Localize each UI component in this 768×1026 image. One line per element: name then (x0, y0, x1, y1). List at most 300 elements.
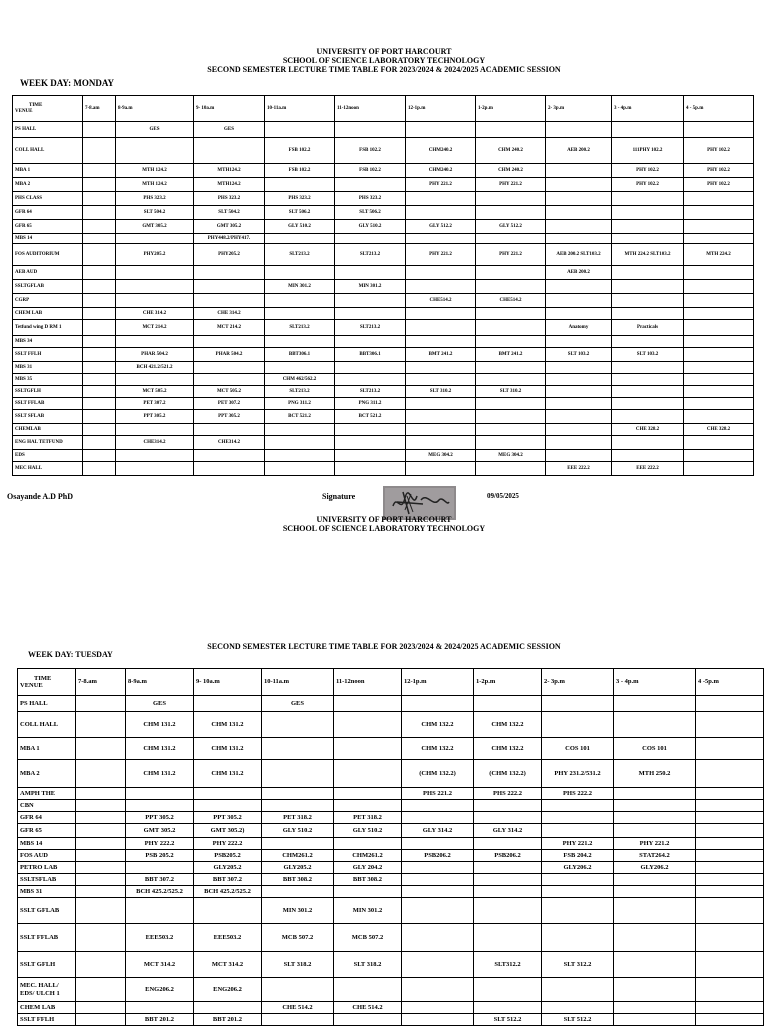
course-cell: CHM 131.2 (126, 712, 194, 738)
course-cell: PSB205.2 (194, 850, 262, 862)
course-cell: 111PHY 102.2 (612, 138, 684, 164)
course-cell (406, 462, 476, 476)
course-cell (406, 336, 476, 348)
course-cell: CHM 131.2 (194, 760, 262, 788)
venue-cell: CGRP (13, 294, 83, 308)
course-cell: PHY 102.2 (684, 178, 754, 192)
course-cell: PET 307.2 (194, 398, 265, 410)
venue-cell: MBA 2 (18, 760, 76, 788)
course-cell: PHY 102.2 (684, 138, 754, 164)
course-cell (334, 886, 402, 898)
course-cell: MCT 505.2 (194, 386, 265, 398)
venue-cell: Tetfund wing D RM 1 (13, 320, 83, 336)
course-cell (116, 138, 194, 164)
university-title-2: UNIVERSITY OF PORT HARCOURT (316, 515, 452, 524)
course-cell: BCH 421.2/521.2 (116, 362, 194, 374)
course-cell: CHM 131.2 (194, 738, 262, 760)
course-cell (83, 386, 116, 398)
table-row (18, 886, 764, 898)
course-cell: CHM 240.2 (476, 164, 546, 178)
table-row (18, 812, 764, 824)
course-cell: PPT 305.2 (116, 410, 194, 424)
course-cell (406, 192, 476, 206)
course-cell (83, 462, 116, 476)
course-cell: SLT213.2 (265, 386, 335, 398)
course-cell: PHY 221.2 (406, 178, 476, 192)
course-cell: MCT 314.2 (126, 952, 194, 978)
course-cell (116, 266, 194, 280)
course-cell (335, 450, 406, 462)
course-cell (76, 886, 126, 898)
course-cell: SLT 506.2 (265, 206, 335, 220)
course-cell: (CHM 132.2) (474, 760, 542, 788)
course-cell (542, 800, 614, 812)
venue-cell: MEC HALL (13, 462, 83, 476)
table-row (18, 800, 764, 812)
venue-cell: MBS 34 (13, 336, 83, 348)
course-cell (265, 362, 335, 374)
venue-cell: CBN (18, 800, 76, 812)
table-row (18, 874, 764, 886)
course-cell: PET 318.2 (334, 812, 402, 824)
course-cell (265, 122, 335, 138)
venue-cell: MBS 14 (18, 838, 76, 850)
course-cell (83, 294, 116, 308)
venue-cell: EDS (13, 450, 83, 462)
course-cell: GLY 510.2 (265, 220, 335, 234)
course-cell: COS 101 (614, 738, 696, 760)
course-cell (696, 862, 764, 874)
time-slot-header: 11-12noon (334, 669, 402, 696)
course-cell: BBT 307.2 (194, 874, 262, 886)
course-cell (684, 336, 754, 348)
course-cell: GLY206.2 (614, 862, 696, 874)
course-cell (612, 450, 684, 462)
time-venue-corner (13, 96, 83, 122)
course-cell (614, 886, 696, 898)
course-cell: BBT 201.2 (194, 1014, 262, 1026)
table-row (18, 952, 764, 978)
course-cell (76, 898, 126, 924)
course-cell (476, 234, 546, 244)
course-cell (83, 362, 116, 374)
course-cell: Anatomy (546, 320, 612, 336)
course-cell (402, 924, 474, 952)
course-cell (546, 450, 612, 462)
course-cell (696, 800, 764, 812)
course-cell (83, 410, 116, 424)
course-cell: GMT 305.2 (194, 220, 265, 234)
table-row (18, 712, 764, 738)
table-row (18, 898, 764, 924)
course-cell (546, 220, 612, 234)
course-cell: SLT 504.2 (116, 206, 194, 220)
table-row (18, 924, 764, 952)
course-cell: PHY205.2 (116, 244, 194, 266)
course-cell (612, 192, 684, 206)
course-cell: PHS 323.2 (194, 192, 265, 206)
course-cell (614, 952, 696, 978)
course-cell (83, 336, 116, 348)
signature-date: 09/05/2025 (487, 492, 519, 500)
course-cell (76, 978, 126, 1002)
course-cell: SLT213.2 (265, 244, 335, 266)
course-cell (612, 336, 684, 348)
course-cell (194, 462, 265, 476)
course-cell: SLT 506.2 (335, 206, 406, 220)
time-slot-header: 4 - 5p.m (684, 96, 754, 122)
course-cell (194, 788, 262, 800)
venue-cell: PS HALL (13, 122, 83, 138)
course-cell (402, 696, 474, 712)
course-cell (335, 336, 406, 348)
course-cell (474, 1002, 542, 1014)
course-cell: MTH 250.2 (614, 760, 696, 788)
course-cell: PHY 222.2 (194, 838, 262, 850)
course-cell (406, 362, 476, 374)
course-cell (335, 374, 406, 386)
course-cell: BCH 425.2/525.2 (126, 886, 194, 898)
course-cell (83, 348, 116, 362)
course-cell: BBT 308.2 (262, 874, 334, 886)
course-cell (546, 192, 612, 206)
course-cell (83, 138, 116, 164)
course-cell (542, 886, 614, 898)
signatory-name: Osayande A.D PhD (7, 492, 74, 501)
course-cell (474, 812, 542, 824)
course-cell (476, 410, 546, 424)
time-slot-header: 3 - 4p.m (614, 669, 696, 696)
course-cell: FSB 204.2 (542, 850, 614, 862)
course-cell: GLY205.2 (262, 862, 334, 874)
course-cell: SLT 318.2 (262, 952, 334, 978)
course-cell (194, 266, 265, 280)
course-cell (335, 424, 406, 436)
course-cell (406, 410, 476, 424)
course-cell: SLT312.2 (474, 952, 542, 978)
venue-cell: PHS CLASS (13, 192, 83, 206)
time-slot-header: 10-11a.m (262, 669, 334, 696)
course-cell (265, 424, 335, 436)
course-cell: BBT 201.2 (126, 1014, 194, 1026)
course-cell (476, 280, 546, 294)
venue-cell: FOS AUDITORIUM (13, 244, 83, 266)
course-cell (76, 924, 126, 952)
course-cell (542, 924, 614, 952)
venue-cell: GFR 65 (13, 220, 83, 234)
table-row (13, 386, 754, 398)
course-cell (612, 362, 684, 374)
course-cell: PSB206.2 (474, 850, 542, 862)
course-cell (334, 760, 402, 788)
course-cell (83, 424, 116, 436)
course-cell (76, 788, 126, 800)
course-cell (406, 308, 476, 320)
time-slot-header: 2- 3p.m (542, 669, 614, 696)
course-cell: MCT 505.2 (116, 386, 194, 398)
course-cell: PHY 221.2 (406, 244, 476, 266)
course-cell: STAT264.2 (614, 850, 696, 862)
venue-cell: GFR 64 (13, 206, 83, 220)
course-cell (76, 696, 126, 712)
course-cell: EEE 222.2 (612, 462, 684, 476)
course-cell: GLY 314.2 (474, 824, 542, 838)
course-cell: PSB206.2 (402, 850, 474, 862)
course-cell (476, 308, 546, 320)
weekday-tuesday-title: WEEK DAY: TUESDAY (28, 650, 113, 659)
course-cell: GMT 305.2) (194, 824, 262, 838)
table-row (18, 696, 764, 712)
course-cell (116, 374, 194, 386)
course-cell (476, 398, 546, 410)
course-cell: MTH 124.2 (116, 178, 194, 192)
table-row (13, 206, 754, 220)
course-cell (546, 308, 612, 320)
course-cell (696, 696, 764, 712)
time-slot-header: 9- 10a.m (194, 669, 262, 696)
course-cell (83, 192, 116, 206)
course-cell: CHE314.2 (116, 436, 194, 450)
course-cell (696, 760, 764, 788)
course-cell: GLY 510.2 (334, 824, 402, 838)
course-cell (542, 874, 614, 886)
course-cell: GLY 510.2 (335, 220, 406, 234)
table-row (13, 122, 754, 138)
course-cell: PHY205.2 (194, 244, 265, 266)
course-cell: PHS 222.2 (542, 788, 614, 800)
course-cell (265, 178, 335, 192)
course-cell (406, 206, 476, 220)
venue-cell: PETRO LAB (18, 862, 76, 874)
course-cell (476, 336, 546, 348)
course-cell: SLT 504.2 (194, 206, 265, 220)
course-cell (546, 386, 612, 398)
course-cell: BMT 241.2 (476, 348, 546, 362)
course-cell (194, 374, 265, 386)
time-slot-header: 7-8.am (83, 96, 116, 122)
course-cell: BBT 307.2 (126, 874, 194, 886)
course-cell: MIN 301.2 (265, 280, 335, 294)
course-cell (334, 712, 402, 738)
course-cell: MTH 224.2 (684, 244, 754, 266)
course-cell (546, 436, 612, 450)
course-cell (476, 424, 546, 436)
time-slot-header: 11-12noon (335, 96, 406, 122)
course-cell: PHS 323.2 (265, 192, 335, 206)
course-cell: BCT 521.2 (265, 410, 335, 424)
time-header: TIME (34, 674, 52, 682)
course-cell: MCT 314.2 (194, 952, 262, 978)
course-cell (546, 234, 612, 244)
course-cell (612, 436, 684, 450)
course-cell (546, 164, 612, 178)
course-cell: PHY 231.2/531.2 (542, 760, 614, 788)
venue-cell: MEC. HALL/ EDS/ ULCH 1 (18, 978, 76, 1002)
course-cell: PHY 102.2 (684, 164, 754, 178)
course-cell: PHS 323.2 (335, 192, 406, 206)
course-cell (194, 424, 265, 436)
course-cell: PHY 102.2 (612, 178, 684, 192)
course-cell: GMT 305.2 (126, 824, 194, 838)
course-cell (542, 824, 614, 838)
course-cell (546, 122, 612, 138)
course-cell: MTH124.2 (194, 164, 265, 178)
course-cell (546, 424, 612, 436)
course-cell (265, 336, 335, 348)
course-cell (194, 138, 265, 164)
course-cell (406, 280, 476, 294)
course-cell (476, 436, 546, 450)
course-cell (696, 886, 764, 898)
table-row (13, 398, 754, 410)
course-cell (83, 122, 116, 138)
course-cell (76, 800, 126, 812)
course-cell: PHY448.2/PHY417. (194, 234, 265, 244)
course-cell (116, 462, 194, 476)
course-cell: EEE 222.2 (546, 462, 612, 476)
course-cell: MIN 301.2 (334, 898, 402, 924)
course-cell (614, 898, 696, 924)
table-row (13, 220, 754, 234)
school-title: SCHOOL OF SCIENCE LABORATORY TECHNOLOGY (282, 56, 486, 65)
course-cell (546, 206, 612, 220)
course-cell (684, 294, 754, 308)
course-cell: CHE 328.2 (612, 424, 684, 436)
course-cell (406, 436, 476, 450)
course-cell (612, 280, 684, 294)
venue-cell: SSLT FFLAB (18, 924, 76, 952)
course-cell (696, 838, 764, 850)
course-cell: MTH124.2 (194, 178, 265, 192)
course-cell (262, 760, 334, 788)
course-cell: EEE503.2 (126, 924, 194, 952)
course-cell (194, 800, 262, 812)
table-row (13, 424, 754, 436)
course-cell (474, 898, 542, 924)
table-row (13, 320, 754, 336)
course-cell (684, 462, 754, 476)
course-cell (76, 738, 126, 760)
signature-label: Signature (322, 492, 356, 501)
course-cell (476, 206, 546, 220)
course-cell (335, 178, 406, 192)
course-cell (546, 398, 612, 410)
course-cell (126, 800, 194, 812)
course-cell (684, 192, 754, 206)
time-slot-header: 12-1p.m (406, 96, 476, 122)
course-cell (684, 362, 754, 374)
course-cell (262, 738, 334, 760)
venue-cell: CHEMLAB (13, 424, 83, 436)
course-cell (614, 696, 696, 712)
course-cell (684, 398, 754, 410)
course-cell: PHY 222.2 (126, 838, 194, 850)
venue-cell: MBA 1 (13, 164, 83, 178)
course-cell: GLY 512.2 (406, 220, 476, 234)
course-cell: CHE514.2 (406, 294, 476, 308)
course-cell: SLT213.2 (265, 320, 335, 336)
course-cell (614, 788, 696, 800)
course-cell: PNG 311.2 (265, 398, 335, 410)
venue-cell: CHEM LAB (13, 308, 83, 320)
table-row (18, 862, 764, 874)
course-cell: CHE 514.2 (334, 1002, 402, 1014)
course-cell: CHM261.2 (262, 850, 334, 862)
course-cell (474, 924, 542, 952)
course-cell: EEE503.2 (194, 924, 262, 952)
course-cell (476, 266, 546, 280)
course-cell (116, 294, 194, 308)
venue-cell: MBS 35 (13, 374, 83, 386)
course-cell (474, 800, 542, 812)
course-cell (612, 386, 684, 398)
course-cell (406, 122, 476, 138)
venue-cell: MBS 31 (18, 886, 76, 898)
course-cell (116, 424, 194, 436)
course-cell: PHAR 504.2 (194, 348, 265, 362)
course-cell: CHM 131.2 (126, 760, 194, 788)
course-cell (194, 362, 265, 374)
course-cell: SLT 103.2 (612, 348, 684, 362)
course-cell (474, 838, 542, 850)
course-cell (696, 898, 764, 924)
course-cell (126, 788, 194, 800)
course-cell: CHM 132.2 (474, 738, 542, 760)
course-cell (83, 320, 116, 336)
table-row (13, 294, 754, 308)
course-cell: FSB 102.2 (265, 138, 335, 164)
course-cell: CHE 314.2 (116, 308, 194, 320)
course-cell: PHS 222.2 (474, 788, 542, 800)
course-cell: SLT 512.2 (542, 1014, 614, 1026)
course-cell: PHS 323.2 (116, 192, 194, 206)
course-cell (612, 398, 684, 410)
course-cell: CHM 240.2 (476, 138, 546, 164)
course-cell (194, 294, 265, 308)
course-cell (83, 206, 116, 220)
course-cell: (CHM 132.2) (402, 760, 474, 788)
course-cell (76, 712, 126, 738)
course-cell: SLT 318.2 (334, 952, 402, 978)
course-cell: ENG206.2 (126, 978, 194, 1002)
course-cell: PHY 221.2 (476, 244, 546, 266)
course-cell (194, 1002, 262, 1014)
course-cell: ENG206.2 (194, 978, 262, 1002)
time-slot-header: 3 - 4p.m (612, 96, 684, 122)
course-cell: PET 318.2 (262, 812, 334, 824)
course-cell (194, 336, 265, 348)
course-cell (83, 266, 116, 280)
course-cell (126, 1002, 194, 1014)
course-cell (83, 244, 116, 266)
course-cell (612, 308, 684, 320)
course-cell (334, 788, 402, 800)
course-cell (542, 1002, 614, 1014)
school-title-2: SCHOOL OF SCIENCE LABORATORY TECHNOLOGY (282, 524, 486, 533)
course-cell (696, 874, 764, 886)
table-row (18, 850, 764, 862)
course-cell: SLT 512.2 (474, 1014, 542, 1026)
course-cell (612, 410, 684, 424)
time-slot-header: 8-9a.m (116, 96, 194, 122)
course-cell (476, 320, 546, 336)
course-cell (684, 234, 754, 244)
course-cell: BMT 241.2 (406, 348, 476, 362)
course-cell (83, 220, 116, 234)
course-cell (402, 838, 474, 850)
course-cell: AEB 200.2 (546, 138, 612, 164)
course-cell: CHE 328.2 (684, 424, 754, 436)
